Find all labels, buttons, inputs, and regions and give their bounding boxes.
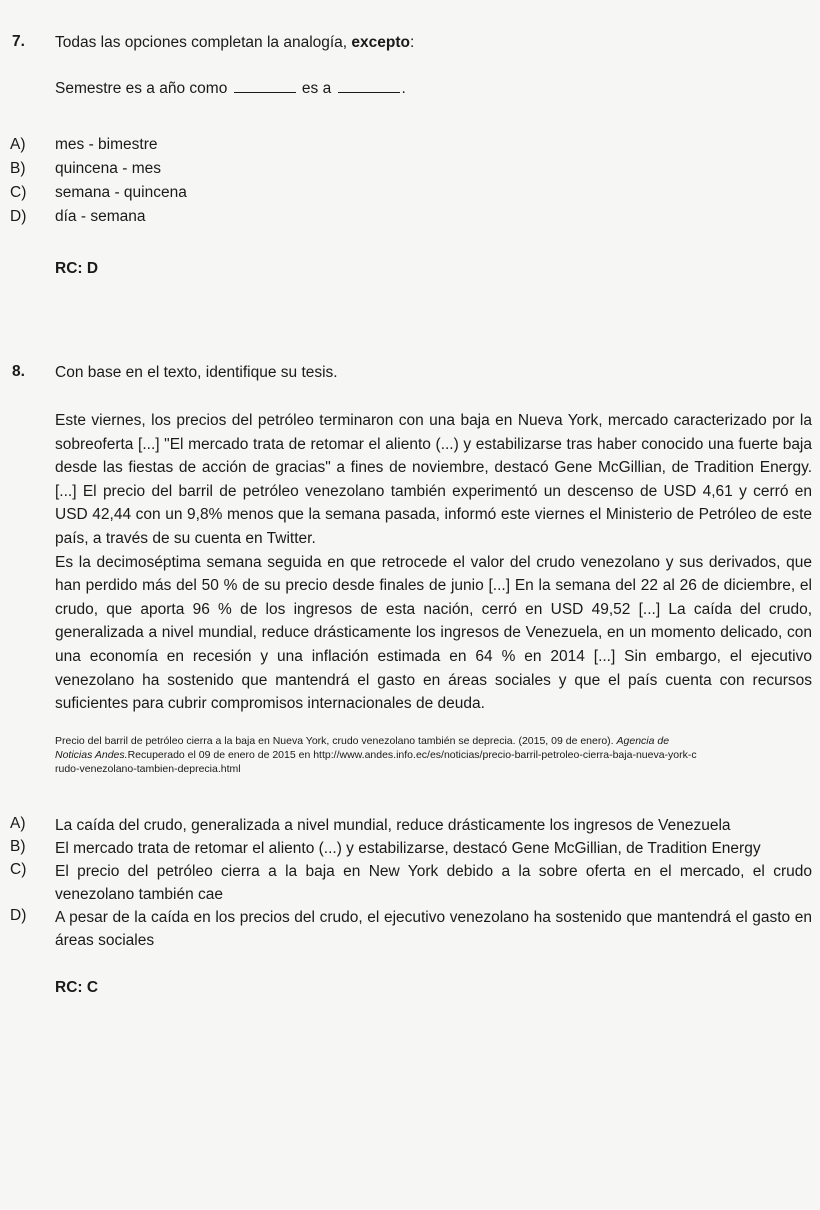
question-7-prompt	[55, 34, 414, 51]
question-7-prompt-suffix: :	[410, 34, 415, 51]
question-8-option-d[interactable]	[0, 906, 820, 952]
option-key: A)	[10, 136, 26, 153]
option-label: quincena - mes	[55, 160, 161, 177]
option-label: El mercado trata de retomar el aliento (...) y estabilizarse, destacó Gene McGillian, de Tradition Energy	[55, 840, 761, 858]
question-7-analogy	[0, 79, 820, 99]
analogy-text-middle: es a	[297, 80, 336, 97]
question-8-answer: RC: C	[55, 979, 99, 997]
question-7-header	[0, 33, 820, 53]
question-8-citation	[0, 734, 820, 777]
option-label: La caída del crudo, generalizada a nivel mundial, reduce drásticamente los ingresos de Venezuela	[55, 817, 731, 835]
question-8-header	[0, 363, 820, 383]
option-label: día - semana	[55, 208, 146, 225]
question-7-options	[0, 133, 820, 229]
analogy-blank-first	[234, 79, 296, 93]
option-key: B)	[10, 160, 26, 177]
passage-paragraph-2: Es la decimoséptima semana seguida en que retrocede el valor del crudo venezolano y sus derivados, que han perdido más del 50 % de su precio desde finales de junio [...] En la semana del 22 al 26 de diciembre, el crudo, que aporta 96 % de los ingresos de esta nación, cerró en USD 49,52 [...] La caída del crudo, generalizada a nivel mundial, reduce drásticamente los ingresos de Venezuela, en un momento delicado, con una economía en recesión y una inflación estimada en 64 % en 2014 [...] Sin embargo, el ejecutivo venezolano ha sostenido que mantendrá el gasto en áreas sociales y que el país cuenta con recursos suficientes para cubrir compromisos internacionales de deuda.	[55, 553, 812, 713]
option-key: B)	[10, 838, 26, 856]
option-label: mes - bimestre	[55, 136, 158, 153]
citation-title: Precio del barril de petróleo cierra a la baja en Nueva York, crudo venezolano también se deprecia. (2015, 09 de enero).	[55, 734, 617, 747]
question-7-prompt-text: Todas las opciones completan la analogía,	[55, 34, 352, 51]
citation-source: Agencia de Noticias Andes.	[55, 734, 670, 761]
question-7-option-c[interactable]	[0, 181, 820, 205]
question-8	[0, 363, 820, 998]
question-7-option-d[interactable]	[0, 205, 820, 229]
question-8-options	[0, 814, 820, 952]
citation-retrieved: Recuperado el 09 de enero de 2015 en	[127, 748, 311, 761]
option-label: semana - quincena	[55, 184, 187, 201]
option-key: D)	[10, 208, 27, 225]
option-key: C)	[10, 861, 27, 879]
question-8-option-c[interactable]	[0, 860, 820, 906]
option-key: C)	[10, 184, 27, 201]
question-7-prompt-emphasis: excepto	[351, 34, 411, 51]
question-8-passage	[0, 409, 820, 716]
option-label: A pesar de la caída en los precios del crudo, el ejecutivo venezolano ha sostenido que mantendrá el gasto en áreas sociales	[55, 909, 812, 950]
option-key: A)	[10, 815, 26, 833]
question-7-option-a[interactable]	[0, 133, 820, 157]
question-8-prompt: Con base en el texto, identifique su tesis.	[55, 364, 338, 381]
analogy-text-after: .	[401, 80, 406, 97]
analogy-blank-second	[338, 79, 400, 93]
option-label: El precio del petróleo cierra a la baja en New York debido a la sobre oferta en el mercado, el crudo venezolano también cae	[55, 863, 812, 904]
question-7-answer: RC: D	[55, 260, 99, 277]
option-key: D)	[10, 907, 27, 925]
question-8-option-a[interactable]	[0, 814, 820, 837]
citation-url: http://www.andes.info.ec/es/noticias/precio-barril-petroleo-cierra-baja-nueva-york-crudo-venezolano-tambien-deprecia.html	[55, 748, 697, 776]
question-8-option-b[interactable]	[0, 837, 820, 860]
question-7-option-b[interactable]	[0, 157, 820, 181]
passage-paragraph-1: Este viernes, los precios del petróleo terminaron con una baja en Nueva York, mercado caracterizado por la sobreoferta [...] "El mercado trata de retomar el aliento (...) y estabilizarse tras haber conocido una fuerte baja desde las fiestas de acción de gracias" a fines de noviembre, destacó Gene McGillian, de Tradition Energy. [...] El precio del barril de petróleo venezolano también experimentó un descenso de USD 4,61 y cerró en USD 42,44 con un 9,8% menos que la semana pasada, informó este viernes el Ministerio de Petróleo de este país, a través de su cuenta en Twitter.	[55, 412, 812, 547]
question-7-number: 7.	[12, 33, 25, 50]
question-8-number: 8.	[12, 363, 25, 380]
analogy-text-before: Semestre es a año como	[55, 80, 232, 97]
question-7	[0, 33, 820, 279]
